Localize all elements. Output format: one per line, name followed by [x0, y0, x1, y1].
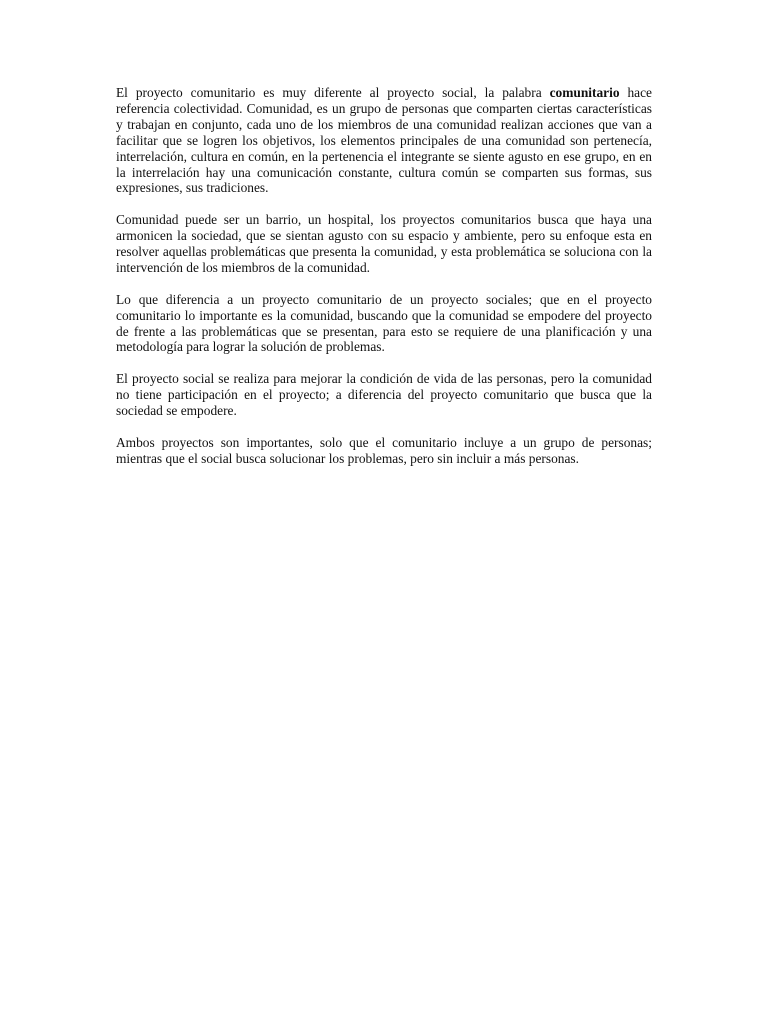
- paragraph-3: Lo que diferencia a un proyecto comunitario de un proyecto sociales; que en el proyecto comunitario lo importante es la comunidad, buscando que la comunidad se empodere del proyecto de frente a las problemáticas que se presentan, para esto se requiere de una planificación y una metodología para lograr la solución de problemas.: [116, 291, 652, 355]
- paragraph-2: Comunidad puede ser un barrio, un hospital, los proyectos comunitarios busca que haya una armonicen la sociedad, que se sientan agusto con su espacio y ambiente, pero su enfoque esta en resolver aquellas problemáticas que presenta la comunidad, y esta problemática se soluciona con la intervención de los miembros de la comunidad.: [116, 212, 652, 275]
- paragraph-5: Ambos proyectos son importantes, solo que el comunitario incluye a un grupo de personas; mientras que el social busca solucionar los problemas, pero sin incluir a más personas.: [116, 434, 652, 466]
- paragraph-1-text-start: El proyecto comunitario es muy diferente al proyecto social, la palabra: [116, 85, 550, 100]
- document-body: [116, 85, 652, 483]
- paragraph-1-text-end: hace referencia colectividad. Comunidad, es un grupo de personas que comparten ciertas características y trabajan en conjunto, cada uno de los miembros de una comunidad realizan acciones que van a facilitar que se logren los objetivos, los elementos principales de una comunidad son pertenecía, interrelación, cultura en común, en la pertenencia el integrante se siente agusto en ese grupo, en en la interrelación hay una comunicación constante, cultura común se comparten sus formas, sus expresiones, sus tradiciones.: [116, 85, 652, 196]
- paragraph-1: [116, 85, 652, 196]
- paragraph-4: El proyecto social se realiza para mejorar la condición de vida de las personas, pero la comunidad no tiene participación en el proyecto; a diferencia del proyecto comunitario que busca que la sociedad se empodere.: [116, 371, 652, 419]
- bold-word-comunitario: comunitario: [549, 85, 620, 100]
